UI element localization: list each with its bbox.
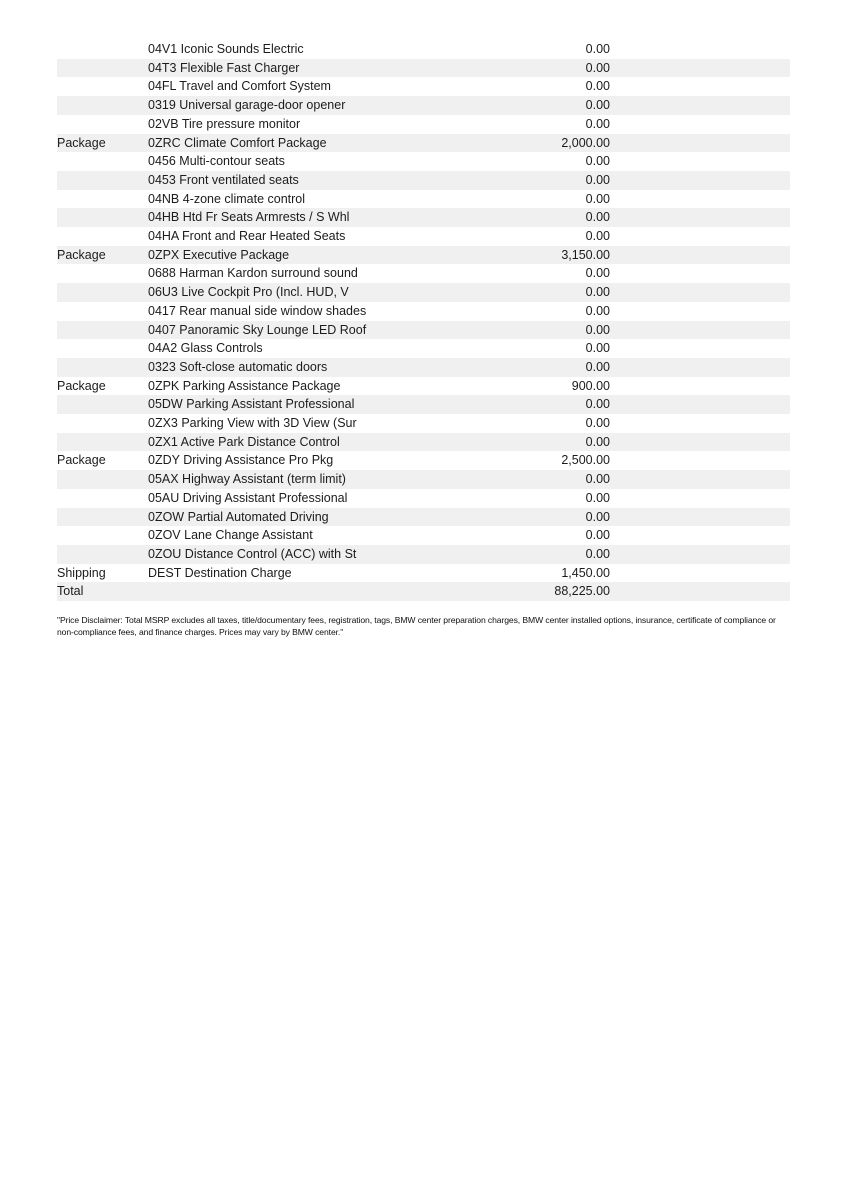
row-category: Total xyxy=(57,582,148,601)
row-filler xyxy=(610,508,790,527)
row-price: 0.00 xyxy=(585,416,610,431)
row-item: DEST Destination Charge xyxy=(148,565,292,580)
table-row xyxy=(57,377,790,396)
row-item: 0ZOV Lane Change Assistant xyxy=(148,528,313,543)
row-item: 0319 Universal garage-door opener xyxy=(148,96,485,115)
row-filler xyxy=(610,451,790,470)
row-category xyxy=(57,395,148,414)
row-price: 0.00 xyxy=(585,154,610,169)
row-filler xyxy=(610,339,790,358)
row-category: Package xyxy=(57,378,106,393)
row-filler xyxy=(610,564,790,583)
row-price: 0.00 xyxy=(585,42,610,56)
row-category xyxy=(57,190,148,209)
row-price: 3,150.00 xyxy=(485,246,610,265)
row-price: 900.00 xyxy=(571,378,610,393)
row-price: 0.00 xyxy=(585,528,610,543)
row-price: 0.00 xyxy=(585,341,610,356)
row-item: 0453 Front ventilated seats xyxy=(148,171,485,190)
table-row xyxy=(57,152,790,171)
table-row xyxy=(57,264,790,283)
row-item: 05AX Highway Assistant (term limit) xyxy=(148,470,485,489)
row-item: 05AU Driving Assistant Professional xyxy=(148,490,348,505)
row-item: 04V1 Iconic Sounds Electric xyxy=(148,42,304,56)
table-row xyxy=(57,208,790,227)
row-item: 0ZPK Parking Assistance Package xyxy=(148,378,341,393)
row-filler xyxy=(610,227,790,246)
row-category xyxy=(57,302,148,321)
row-filler xyxy=(610,526,790,545)
table-row xyxy=(57,451,790,470)
table-row xyxy=(57,395,790,414)
row-category xyxy=(57,264,148,283)
table-row xyxy=(57,545,790,564)
table-row xyxy=(57,564,790,583)
row-filler xyxy=(610,77,790,96)
row-category xyxy=(57,470,148,489)
row-item: 02VB Tire pressure monitor xyxy=(148,116,301,131)
table-row xyxy=(57,526,790,545)
row-price: 2,500.00 xyxy=(561,453,610,468)
pricing-table xyxy=(57,40,790,601)
row-filler xyxy=(610,395,790,414)
row-item: 04HB Htd Fr Seats Armrests / S Whl xyxy=(148,208,485,227)
row-item: 0456 Multi-contour seats xyxy=(148,154,285,169)
row-price: 1,450.00 xyxy=(561,565,610,580)
row-price: 0.00 xyxy=(585,303,610,318)
table-row xyxy=(57,59,790,78)
row-filler xyxy=(610,283,790,302)
row-category: Package xyxy=(57,134,148,153)
table-row xyxy=(57,489,790,508)
table-row xyxy=(57,582,790,601)
row-category xyxy=(57,227,148,246)
row-item: 0ZOW Partial Automated Driving xyxy=(148,508,485,527)
row-filler xyxy=(610,246,790,265)
row-price: 0.00 xyxy=(585,490,610,505)
table-row xyxy=(57,470,790,489)
table-row xyxy=(57,40,790,59)
row-category xyxy=(57,489,148,508)
row-price: 0.00 xyxy=(485,96,610,115)
row-category xyxy=(57,283,148,302)
row-item xyxy=(148,582,485,601)
row-category: Shipping xyxy=(57,565,106,580)
row-category xyxy=(57,414,148,433)
row-item: 04T3 Flexible Fast Charger xyxy=(148,59,485,78)
row-category xyxy=(57,358,148,377)
row-filler xyxy=(610,470,790,489)
row-item: 0323 Soft-close automatic doors xyxy=(148,358,485,377)
row-filler xyxy=(610,302,790,321)
row-category xyxy=(57,77,148,96)
row-filler xyxy=(610,264,790,283)
row-category xyxy=(57,508,148,527)
row-category xyxy=(57,321,148,340)
row-price: 0.00 xyxy=(485,283,610,302)
row-filler xyxy=(610,152,790,171)
row-filler xyxy=(610,377,790,396)
row-category xyxy=(57,545,148,564)
table-row xyxy=(57,190,790,209)
row-item: 0ZDY Driving Assistance Pro Pkg xyxy=(148,453,334,468)
table-row xyxy=(57,134,790,153)
row-filler xyxy=(610,134,790,153)
row-category xyxy=(57,526,148,545)
table-row xyxy=(57,115,790,134)
row-price: 88,225.00 xyxy=(485,582,610,601)
row-item: 0ZX3 Parking View with 3D View (Sur xyxy=(148,416,357,431)
table-row xyxy=(57,414,790,433)
row-filler xyxy=(610,321,790,340)
row-category: Package xyxy=(57,246,148,265)
row-item: 0ZX1 Active Park Distance Control xyxy=(148,433,485,452)
table-row xyxy=(57,339,790,358)
row-item: 04HA Front and Rear Heated Seats xyxy=(148,229,346,244)
row-price: 0.00 xyxy=(585,229,610,244)
row-price: 0.00 xyxy=(585,266,610,281)
row-price: 0.00 xyxy=(485,508,610,527)
row-price: 2,000.00 xyxy=(485,134,610,153)
row-category xyxy=(57,208,148,227)
row-item: 06U3 Live Cockpit Pro (Incl. HUD, V xyxy=(148,283,485,302)
row-price: 0.00 xyxy=(485,395,610,414)
row-item: 0ZPX Executive Package xyxy=(148,246,485,265)
row-item: 05DW Parking Assistant Professional xyxy=(148,395,485,414)
row-filler xyxy=(610,358,790,377)
row-filler xyxy=(610,171,790,190)
table-row xyxy=(57,246,790,265)
row-category: Package xyxy=(57,453,106,468)
table-row xyxy=(57,321,790,340)
row-price: 0.00 xyxy=(485,171,610,190)
price-disclaimer: "Price Disclaimer: Total MSRP excludes all taxes, title/documentary fees, registration, tags, BMW center preparation charges, BMW center installed options, insurance, certificate of compliance or non-compliance fees, and finance charges. Prices may vary by BMW center." xyxy=(57,615,776,637)
row-filler xyxy=(610,414,790,433)
row-filler xyxy=(610,115,790,134)
row-price: 0.00 xyxy=(485,321,610,340)
row-filler xyxy=(610,59,790,78)
row-item: 04FL Travel and Comfort System xyxy=(148,79,331,94)
row-category xyxy=(57,152,148,171)
row-item: 04NB 4-zone climate control xyxy=(148,191,306,206)
row-price: 0.00 xyxy=(585,79,610,94)
row-filler xyxy=(610,433,790,452)
row-filler xyxy=(610,208,790,227)
row-filler xyxy=(610,96,790,115)
row-category xyxy=(57,115,148,134)
row-price: 0.00 xyxy=(585,116,610,131)
row-price: 0.00 xyxy=(485,59,610,78)
row-category xyxy=(57,171,148,190)
row-item: 0407 Panoramic Sky Lounge LED Roof xyxy=(148,321,485,340)
row-category xyxy=(57,40,148,59)
table-row xyxy=(57,433,790,452)
row-item: 04A2 Glass Controls xyxy=(148,341,263,356)
row-item: 0ZRC Climate Comfort Package xyxy=(148,134,485,153)
row-category xyxy=(57,339,148,358)
table-row xyxy=(57,77,790,96)
row-filler xyxy=(610,582,790,601)
table-row xyxy=(57,96,790,115)
row-filler xyxy=(610,489,790,508)
table-row xyxy=(57,508,790,527)
row-item: 0ZOU Distance Control (ACC) with St xyxy=(148,545,485,564)
row-price: 0.00 xyxy=(485,358,610,377)
row-price: 0.00 xyxy=(485,433,610,452)
row-filler xyxy=(610,190,790,209)
row-filler xyxy=(610,40,790,59)
row-item: 0688 Harman Kardon surround sound xyxy=(148,266,358,281)
row-category xyxy=(57,59,148,78)
row-category xyxy=(57,433,148,452)
row-filler xyxy=(610,545,790,564)
table-row xyxy=(57,302,790,321)
table-row xyxy=(57,171,790,190)
pricing-table-body xyxy=(57,40,790,601)
row-price: 0.00 xyxy=(585,191,610,206)
table-row xyxy=(57,227,790,246)
row-price: 0.00 xyxy=(485,545,610,564)
row-category xyxy=(57,96,148,115)
table-row xyxy=(57,358,790,377)
row-item: 0417 Rear manual side window shades xyxy=(148,303,367,318)
row-price: 0.00 xyxy=(485,470,610,489)
row-price: 0.00 xyxy=(485,208,610,227)
table-row xyxy=(57,283,790,302)
